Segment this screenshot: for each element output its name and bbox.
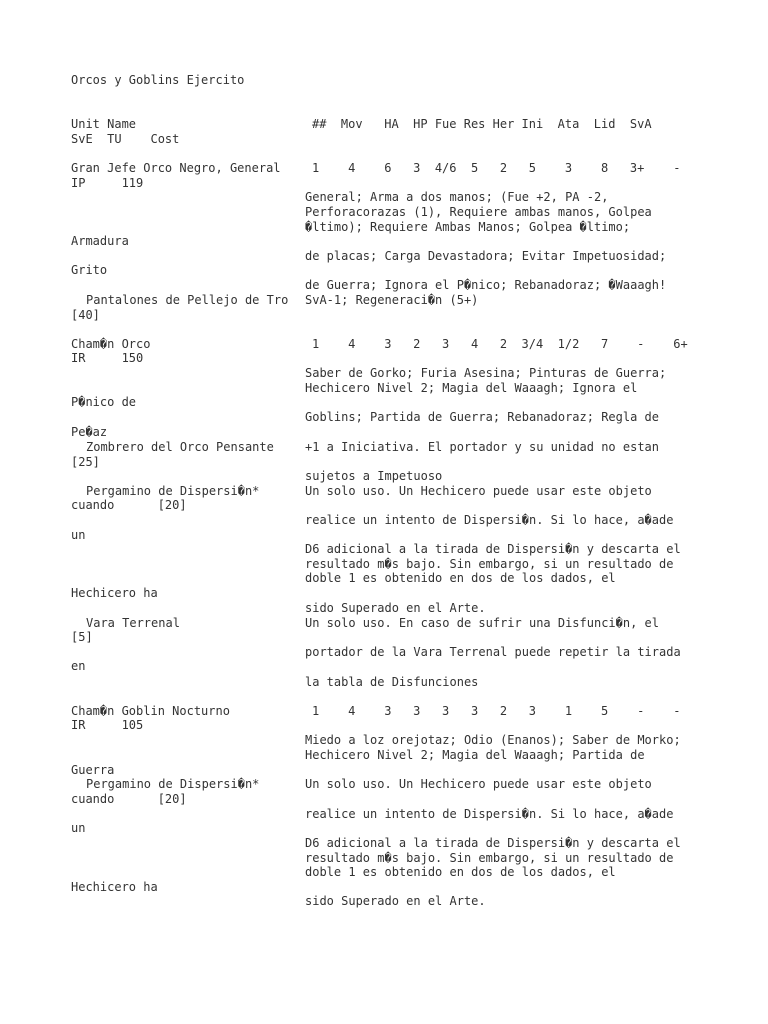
item-name: Pergamino de Dispersi�n* [86,484,260,498]
unit-rules-line: de placas; Carga Devastadora; Evitar Impetuosidad; [305,249,667,263]
item-name: Pergamino de Dispersi�n* [86,777,260,791]
header-stat-columns: ## Mov HA HP Fue Res Her Ini Ata Lid SvA [312,117,652,131]
item-description: sido Superado en el Arte. [305,601,486,615]
header-line-2: SvE TU Cost [71,132,180,146]
item-description: resultado m�s bajo. Sin embargo, si un resultado de [305,851,674,865]
item-description: doble 1 es obtenido en dos de los dados, el [305,571,616,585]
item-description: +1 a Iniciativa. El portador y su unidad no estan [305,440,660,454]
unit-stats: 1 4 3 2 3 4 2 3/4 1/2 7 - 6+ [312,337,688,351]
item-description: realice un intento de Dispersi�n. Si lo hace, a�ade [305,807,674,821]
unit-name: Gran Jefe Orco Negro, General [71,161,281,175]
item-description: doble 1 es obtenido en dos de los dados, el [305,865,616,879]
unit-stats: 1 4 6 3 4/6 5 2 5 3 8 3+ - [312,161,681,175]
item-cost: [5] [71,630,93,644]
unit-stats: 1 4 3 3 3 3 2 3 1 5 - - [312,704,681,718]
unit-rules-wrap: Grito [71,263,108,277]
item-name: Vara Terrenal [86,616,180,630]
item-description-wrap: un [71,528,86,542]
item-name: Pantalones de Pellejo de Tro [86,293,289,307]
unit-name: Cham�n Goblin Nocturno [71,704,230,718]
header-unit-name: Unit Name [71,117,137,131]
item-description: D6 adicional a la tirada de Dispersi�n y descarta el [305,836,681,850]
unit-rules-line: Perforacorazas (1), Requiere ambas manos, Golpea [305,205,652,219]
unit-rules-line: Saber de Gorko; Furia Asesina; Pinturas de Guerra; [305,366,667,380]
unit-type-cost: IP 119 [71,176,144,190]
item-description: Un solo uso. En caso de sufrir una Disfunci�n, el [305,616,660,630]
document-title: Orcos y Goblins Ejercito [71,73,245,87]
item-description: sido Superado en el Arte. [305,894,486,908]
unit-rules-line: Hechicero Nivel 2; Magia del Waaagh; Ignora el [305,381,638,395]
item-description-wrap: un [71,821,86,835]
unit-rules-wrap: Armadura [71,234,129,248]
item-description: la tabla de Disfunciones [305,675,479,689]
item-description-wrap: Hechicero ha [71,880,158,894]
unit-name: Cham�n Orco [71,337,151,351]
unit-type-cost: IR 150 [71,351,144,365]
unit-rules-line: Goblins; Partida de Guerra; Rebanadoraz; Regla de [305,410,660,424]
item-description: realice un intento de Dispersi�n. Si lo hace, a�ade [305,513,674,527]
unit-rules-line: de Guerra; Ignora el P�nico; Rebanadoraz; �Waaagh! [305,278,667,292]
item-description: SvA-1; Regeneraci�n (5+) [305,293,479,307]
unit-rules-line: Hechicero Nivel 2; Magia del Waaagh; Partida de [305,748,645,762]
item-description: sujetos a Impetuoso [305,469,443,483]
item-cost: [40] [71,308,100,322]
item-description: Un solo uso. Un Hechicero puede usar este objeto [305,484,652,498]
item-description: D6 adicional a la tirada de Dispersi�n y descarta el [305,542,681,556]
item-description: portador de la Vara Terrenal puede repetir la tirada [305,645,681,659]
unit-rules-wrap: Pe�az [71,425,108,439]
unit-type-cost: IR 105 [71,718,144,732]
item-description-wrap: Hechicero ha [71,586,158,600]
item-cost: cuando [20] [71,792,187,806]
item-description-wrap: en [71,659,86,673]
unit-rules-line: General; Arma a dos manos; (Fue +2, PA -2, [305,190,609,204]
unit-rules-wrap: P�nico de [71,395,137,409]
item-name: Zombrero del Orco Pensante [86,440,274,454]
item-cost: cuando [20] [71,498,187,512]
unit-rules-wrap: Guerra [71,763,115,777]
unit-rules-line: �ltimo); Requiere Ambas Manos; Golpea �ltimo; [305,220,631,234]
item-cost: [25] [71,455,100,469]
unit-rules-line: Miedo a loz orejotaz; Odio (Enanos); Saber de Morko; [305,733,681,747]
item-description: Un solo uso. Un Hechicero puede usar este objeto [305,777,652,791]
item-description: resultado m�s bajo. Sin embargo, si un resultado de [305,557,674,571]
